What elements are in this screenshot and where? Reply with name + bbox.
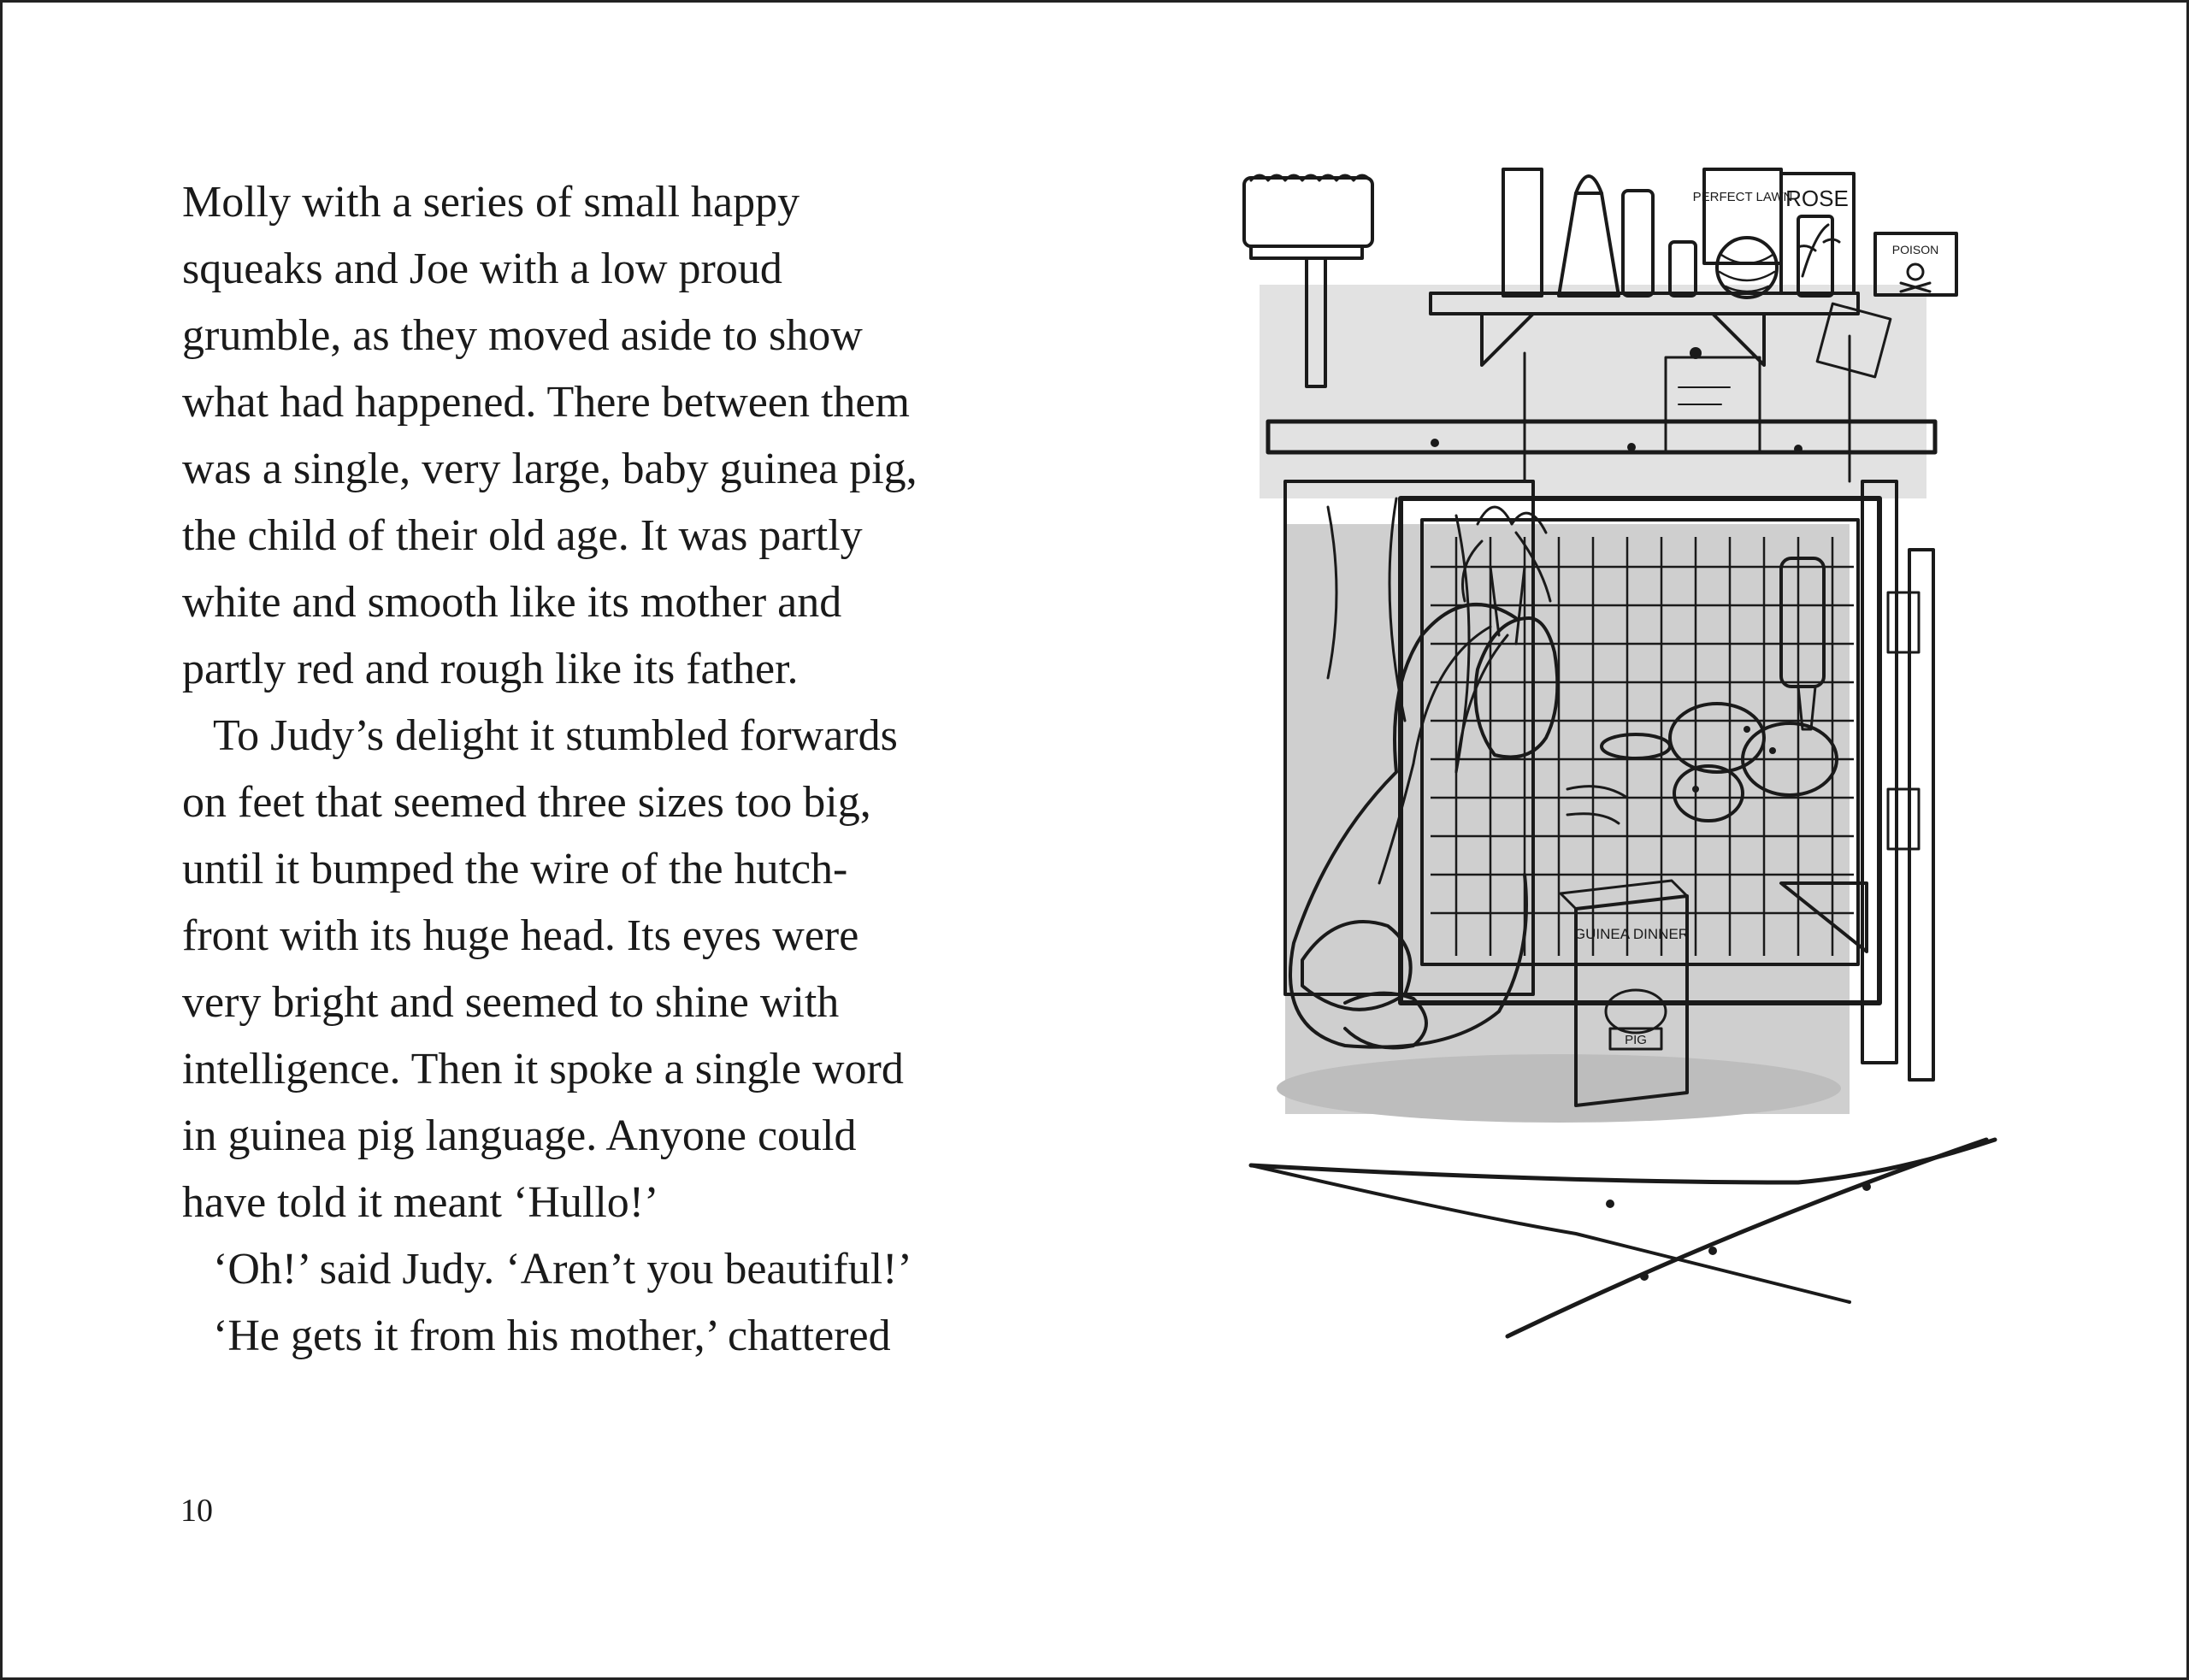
- text-line: in guinea pig language. Anyone could: [182, 1111, 857, 1160]
- rose-box: [1781, 174, 1854, 293]
- guinea-dinner-label: GUINEA DINNER: [1573, 926, 1690, 942]
- shelf-bottles: [1503, 169, 1832, 296]
- text-line: very bright and seemed to shine with: [182, 978, 840, 1027]
- body-text: [182, 169, 952, 1370]
- text-line: squeaks and Joe with a low proud: [182, 245, 782, 293]
- text-line: have told it meant ‘Hullo!’: [182, 1178, 659, 1227]
- illustration-drawing: [1234, 139, 2021, 1362]
- text-line: on feet that seemed three sizes too big,: [182, 778, 871, 827]
- perfect-lawn-box: [1693, 169, 1793, 263]
- rose-label: ROSE: [1785, 186, 1849, 211]
- poison-label: POISON: [1891, 243, 1939, 256]
- shelf-wall-wash: [1260, 285, 1926, 498]
- text-line: front with its huge head. Its eyes were: [182, 911, 859, 960]
- text-line: ‘Oh!’ said Judy. ‘Aren’t you beautiful!’: [213, 1245, 912, 1294]
- text-line: ‘He gets it from his mother,’ chattered: [213, 1312, 891, 1360]
- text-line: Molly with a series of small happy: [182, 178, 800, 227]
- text-line: intelligence. Then it spoke a single word: [182, 1045, 904, 1093]
- text-line: until it bumped the wire of the hutch-: [182, 845, 848, 893]
- text-line: white and smooth like its mother and: [182, 578, 842, 627]
- guinea-pig-hutch-illustration: [1234, 139, 2021, 1362]
- perfect-lawn-label: PERFECT LAWN: [1692, 190, 1793, 204]
- text-line: was a single, very large, baby guinea pig,: [182, 445, 917, 493]
- text-line: To Judy’s delight it stumbled forwards: [213, 711, 898, 760]
- text-line: what had happened. There between them: [182, 378, 910, 427]
- text-line: the child of their old age. It was partly: [182, 511, 863, 560]
- floor-shadow: [1277, 1054, 1841, 1123]
- text-line: partly red and rough like its father.: [182, 645, 799, 693]
- floorboards: [1251, 1140, 1995, 1336]
- hinges: [1888, 592, 1919, 849]
- pig-label: PIG: [1625, 1033, 1647, 1047]
- page-number: 10: [180, 1493, 213, 1529]
- text-line: grumble, as they moved aside to show: [182, 311, 863, 360]
